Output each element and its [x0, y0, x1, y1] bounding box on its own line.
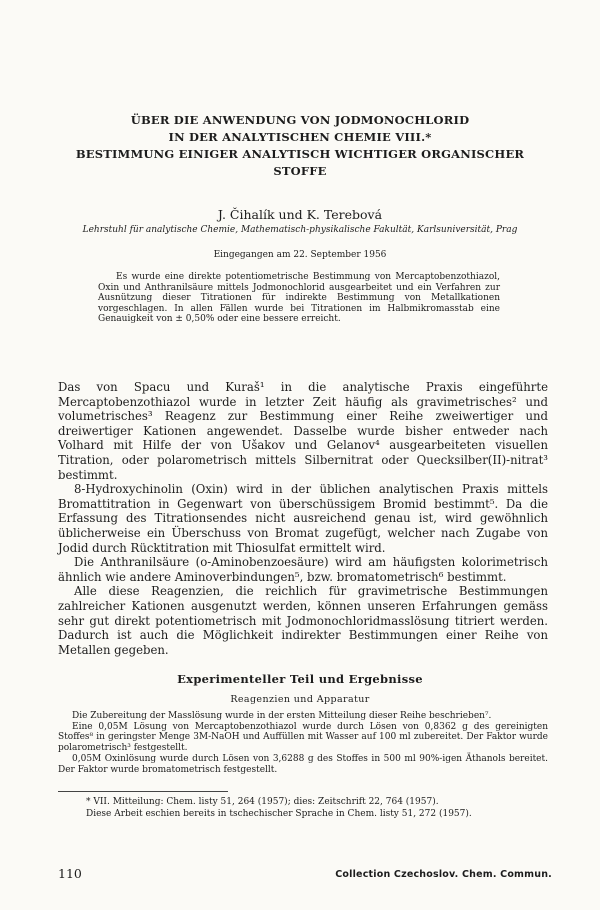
experimental-paragraph-3: 0,05M Oxinlösung wurde durch Lösen von 3,6288 g des Stoffes in 500 ml 90%-igen Äthanols bereitet. Der Faktor wurde bromatometrisch festgestellt.: [58, 753, 548, 775]
journal-name: Collection Czechoslov. Chem. Commun.: [335, 869, 552, 880]
title-line-3: BESTIMMUNG EINIGER ANALYTISCH WICHTIGER ORGANISCHER: [75, 147, 525, 161]
body-paragraph-2: 8-Hydroxychinolin (Oxin) wird in der üblichen analytischen Praxis mittels Bromattitration in Gegenwart von überschüssigem Bromid bestimmt⁵. Da die Erfassung des Titrationsendes nicht ausreichend genau ist, wird gewöhnlich üblicherweise ein Überschuss von Bromat zugefügt, welcher nach Zugabe von Jodid durch Rücktitration mit Thiosulfat ermittelt wird.: [58, 482, 548, 555]
affiliation: Lehrstuhl für analytische Chemie, Mathematisch-physikalische Fakultät, Karlsuniversität, Prag: [82, 225, 518, 235]
experimental-text: [58, 711, 548, 775]
body-paragraph-4: Alle diese Reagenzien, die reichlich für gravimetrische Bestimmungen zahlreicher Kationen ausgenutzt werden, können unseren Erfahrungen gemäss sehr gut direkt potentiometrisch mit Jodmonochloridmasslösung titriert werden. Dadurch ist auch die Möglichkeit indirekter Bestimmungen einer Reihe von Metallen gegeben.: [58, 584, 548, 657]
experimental-paragraph-2: Eine 0,05M Lösung von Mercaptobenzothiazol wurde durch Lösen von 0,8362 g des gereinigten Stoffes⁸ in geringster Menge 3M-NaOH und Auffüllen mit Wasser auf 100 ml zubereitet. Der Faktor wurde polarometrisch³ festgestellt.: [58, 721, 548, 754]
article-title: [40, 112, 560, 180]
subsection-heading: Reagenzien und Apparatur: [230, 694, 370, 705]
footnote-2: Diese Arbeit eschien bereits in tschechischer Sprache in Chem. listy 51, 272 (1957).: [86, 808, 472, 819]
title-line-2: IN DER ANALYTISCHEN CHEMIE VIII.*: [168, 130, 432, 144]
body-paragraph-1: Das von Spacu und Kuraš¹ in die analytische Praxis eingeführte Mercaptobenzothiazol wurde in letzter Zeit häufig als gravimetrisches² und volumetrisches³ Reagenz zur Bestimmung einer Reihe zweiwertiger und dreiwertiger Kationen angewendet. Dasselbe wurde bisher entweder nach Volhard mit Hilfe der von Ušakov und Gelanov⁴ ausgearbeiteten visuellen Titration, oder polarometrisch mittels Silbernitrat oder Quecksilber(II)-nitrat³ bestimmt.: [58, 380, 548, 482]
footnote-rule: [58, 791, 228, 792]
footnote-1: * VII. Mitteilung: Chem. listy 51, 264 (1957); dies: Zeitschrift 22, 764 (1957).: [86, 797, 439, 807]
body-text: [58, 380, 548, 657]
body-paragraph-3: Die Anthranilsäure (o-Aminobenzoesäure) wird am häufigsten kolorimetrisch ähnlich wie andere Aminoverbindungen⁵, bzw. bromatometrisch⁶ bestimmt.: [58, 555, 548, 584]
footnotes: [58, 797, 548, 820]
received-date: Eingegangen am 22. September 1956: [213, 250, 387, 260]
abstract: Es wurde eine direkte potentiometrische Bestimmung von Mercaptobenzothiazol, Oxin und Anthranilsäure mittels Jodmonochlorid ausgearbeitet und ein Verfahren zur Ausnützung dieser Titrationen für indirekte Bestimmung von Metallkationen vorgeschlagen. In allen Fällen wurde bei Titrationen im Halbmikromasstab eine Genauigkeit von ± 0,50% oder eine bessere erreicht.: [98, 272, 500, 325]
experimental-paragraph-1: Die Zubereitung der Masslösung wurde in der ersten Mitteilung dieser Reihe beschrieben⁷.: [72, 711, 492, 721]
authors: J. Čihalík und K. Terebová: [217, 207, 383, 222]
title-line-4: STOFFE: [273, 164, 327, 178]
title-line-1: ÜBER DIE ANWENDUNG VON JODMONOCHLORID: [130, 113, 470, 127]
section-heading: Experimenteller Teil und Ergebnisse: [177, 672, 423, 686]
page-number: 110: [58, 866, 82, 881]
